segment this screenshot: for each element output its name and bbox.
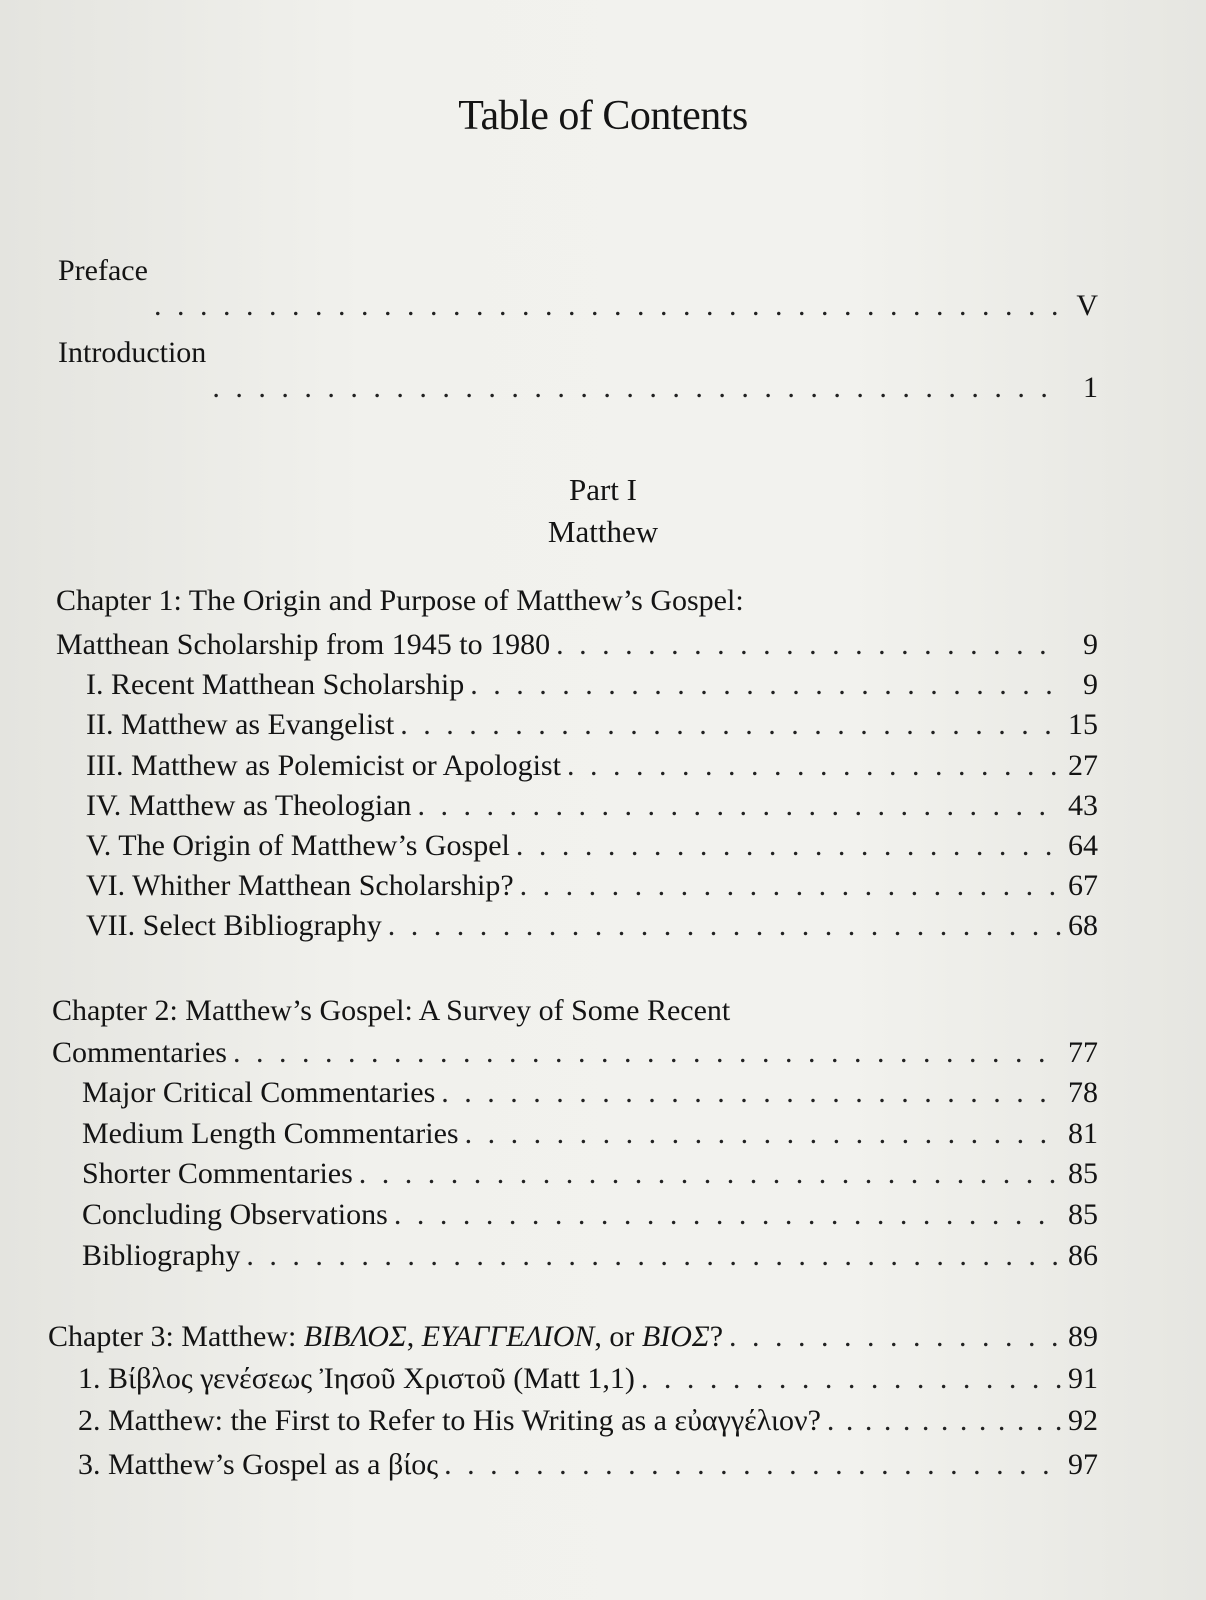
toc-entry-label: I. Recent Matthean Scholarship [86, 668, 465, 701]
toc-entry-label: 1. Βίβλος γενέσεως Ἰησοῦ Χριστοῦ (Matt 1,1) [78, 1362, 635, 1395]
toc-entry-section [86, 789, 1098, 822]
toc-entry-page: 85 [1068, 1157, 1098, 1190]
toc-entry-label: VI. Whither Matthean Scholarship? [86, 869, 514, 902]
leader-dots [359, 1157, 1062, 1190]
leader-dots [641, 1362, 1062, 1395]
toc-entry-page: 97 [1068, 1448, 1098, 1481]
toc-entry-section [82, 1198, 1098, 1231]
toc-entry-section [86, 708, 1098, 741]
toc-entry-label: V. The Origin of Matthew’s Gospel [86, 829, 510, 862]
toc-entry-label: Medium Length Commentaries [82, 1117, 459, 1150]
greek-term: ΒΙΟΣ [641, 1320, 710, 1353]
greek-term: ΒΙΒΛΟΣ [303, 1320, 407, 1353]
toc-entry-chapter-2 [52, 1036, 1098, 1069]
toc-entry-section [78, 1448, 1098, 1481]
toc-entry-section [86, 829, 1098, 862]
toc-entry-section [82, 1117, 1098, 1150]
leader-dots [212, 371, 1062, 404]
toc-entry-page: 85 [1068, 1198, 1098, 1231]
toc-entry-page: 78 [1068, 1076, 1098, 1109]
toc-entry-chapter-1 [56, 628, 1098, 661]
chapter-heading: Chapter 1: The Origin and Purpose of Matthew’s Gospel: [56, 584, 744, 617]
heading-separator: , [406, 1320, 422, 1353]
toc-entry-section [82, 1157, 1098, 1190]
toc-entry-section [86, 749, 1098, 782]
leader-dots [470, 668, 1062, 701]
toc-entry-section [82, 1239, 1098, 1272]
toc-entry-section [86, 668, 1098, 701]
leader-dots [567, 749, 1062, 782]
toc-entry-page: 43 [1068, 789, 1098, 822]
leader-dots [233, 1036, 1062, 1069]
toc-entry-label: Preface [58, 254, 148, 287]
toc-entry-label: IV. Matthew as Theologian [86, 789, 412, 822]
toc-entry-label: III. Matthew as Polemicist or Apologist [86, 749, 561, 782]
leader-dots [246, 1239, 1062, 1272]
toc-entry-page: 89 [1068, 1320, 1098, 1353]
toc-entry-section [86, 909, 1098, 942]
toc-entry-page: 67 [1068, 869, 1098, 902]
heading-suffix: ? [709, 1320, 724, 1353]
toc-entry-introduction [58, 336, 1098, 404]
toc-entry-label: Matthean Scholarship from 1945 to 1980 [56, 628, 551, 661]
chapter-heading-prefix: Chapter 3: Matthew: [48, 1320, 304, 1353]
leader-dots [520, 869, 1062, 902]
toc-entry-page: 9 [1083, 668, 1098, 701]
toc-entry-label: Concluding Observations [82, 1198, 388, 1231]
chapter-heading: Chapter 2: Matthew’s Gospel: A Survey of Some Recent [52, 994, 731, 1027]
toc-entry-label: Shorter Commentaries [82, 1157, 353, 1190]
leader-dots [388, 909, 1062, 942]
part-name: Matthew [547, 514, 659, 549]
toc-entry-page: 9 [1083, 628, 1098, 661]
leader-dots [729, 1320, 1062, 1353]
toc-entry-label: 3. Matthew’s Gospel as a βίος [78, 1448, 439, 1481]
toc-entry-label [48, 1320, 723, 1353]
toc-entry-label: Major Critical Commentaries [82, 1076, 436, 1109]
toc-entry-label: Commentaries [52, 1036, 227, 1069]
toc-entry-page: 92 [1068, 1404, 1098, 1437]
toc-entry-page: 1 [1083, 371, 1098, 404]
toc-entry-preface [58, 254, 1098, 322]
toc-entry-section [78, 1404, 1098, 1437]
toc-entry-page: 81 [1068, 1117, 1098, 1150]
toc-entry-label: II. Matthew as Evangelist [86, 708, 395, 741]
toc-entry-page: V [1076, 289, 1098, 322]
toc-entry-page: 64 [1068, 829, 1098, 862]
toc-entry-label: Bibliography [82, 1239, 241, 1272]
toc-entry-section [86, 869, 1098, 902]
toc-entry-page: 27 [1068, 749, 1098, 782]
toc-entry-section [78, 1362, 1098, 1395]
leader-dots [394, 1198, 1062, 1231]
leader-dots [827, 1404, 1062, 1437]
leader-dots [441, 1076, 1062, 1109]
toc-entry-page: 77 [1068, 1036, 1098, 1069]
heading-separator: , or [594, 1320, 642, 1353]
page-title: Table of Contents [458, 93, 748, 139]
toc-entry-page: 91 [1068, 1362, 1098, 1395]
leader-dots [516, 829, 1062, 862]
leader-dots [418, 789, 1062, 822]
toc-entry-section [82, 1076, 1098, 1109]
toc-entry-page: 68 [1068, 909, 1098, 942]
toc-entry-page: 86 [1068, 1239, 1098, 1272]
leader-dots [154, 289, 1062, 322]
toc-entry-label: VII. Select Bibliography [86, 909, 382, 942]
toc-entry-label: 2. Matthew: the First to Refer to His Writing as a εὐαγγέλιον? [78, 1404, 821, 1437]
greek-term: ΕΥΑΓΓΕΛΙΟΝ [421, 1320, 595, 1353]
leader-dots [400, 708, 1062, 741]
leader-dots [444, 1448, 1062, 1481]
toc-entry-label: Introduction [58, 336, 207, 369]
toc-entry-chapter-3 [48, 1320, 1098, 1353]
toc-entry-page: 15 [1068, 708, 1098, 741]
leader-dots [556, 628, 1062, 661]
leader-dots [465, 1117, 1062, 1150]
part-label: Part I [568, 472, 637, 507]
